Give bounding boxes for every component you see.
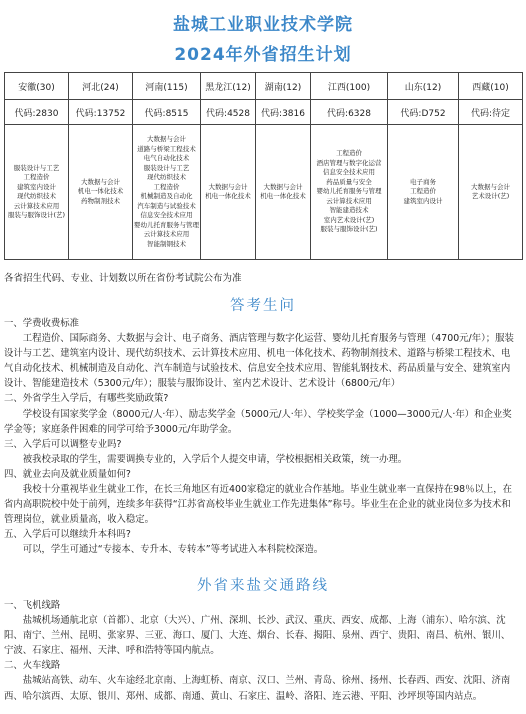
major-item: 汽车制造与试验技术 — [137, 201, 196, 210]
major-item: 大数据与会计 — [81, 177, 120, 186]
major-item: 电子商务 — [410, 177, 436, 186]
major-item: 机电一体化技术 — [260, 192, 306, 200]
province-code: 代码:13752 — [69, 100, 133, 125]
major-item: 信息安全技术应用 — [323, 168, 375, 177]
majors-cell — [201, 125, 256, 260]
province-code: 代码:待定 — [459, 100, 523, 125]
province-name: 河北(24) — [69, 73, 133, 100]
major-item: 婴幼儿托育服务与管理 — [316, 187, 382, 196]
major-item: 建筑室内设计 — [17, 182, 56, 191]
major-item: 现代纺织技术 — [147, 173, 186, 181]
majors-cell — [69, 125, 133, 260]
major-item: 机电一体化技术 — [77, 187, 124, 196]
major-item: 室内艺术设计(艺) — [323, 215, 375, 224]
major-item: 服装与服饰设计(艺) — [7, 211, 66, 219]
answer-2: 学校设有国家奖学金（8000元/人·年）、励志奖学金（5000元/人·年）、学校奖学金（1000—3000元/人·年）和企业奖学金等；家庭条件困难的同学可给予3000元/年助学金。 — [4, 408, 512, 435]
answer-4: 我校十分重视毕业生就业工作，在长三角地区有近400家稳定的就业合作基地。毕业生就业率一直保持在98％以上，在省内高职院校中处于前列，连续多年获得“江苏省高校毕业生就业工作先进集体”称号。毕业生在企业的就业岗位多为技术和管理岗位，就业质量高，收入稳定。 — [4, 484, 512, 526]
major-item: 工程造价 — [410, 187, 436, 196]
major-item: 工程造价 — [153, 182, 180, 191]
enrollment-plan-table — [4, 72, 523, 260]
province-majors-row — [5, 125, 523, 260]
major-item: 大数据与会计 — [208, 182, 248, 191]
question-1: 一、学费收费标准 — [4, 318, 80, 329]
major-item: 建筑室内设计 — [403, 196, 443, 205]
major-item: 大数据与会计 — [471, 182, 510, 191]
major-item: 服装设计与工艺 — [13, 163, 60, 172]
province-code-row — [5, 100, 523, 125]
province-name: 江西(100) — [311, 73, 388, 100]
qa-section — [4, 316, 519, 558]
major-item: 药物制剂技术 — [81, 196, 120, 205]
major-item: 工程造价 — [336, 149, 362, 158]
question-4: 四、就业去向及就业质量如何? — [4, 468, 131, 480]
school-name: 盐城工业职业技术学院 — [173, 15, 353, 35]
major-item: 服装与服饰设计(艺) — [320, 225, 378, 234]
province-name: 山东(12) — [388, 73, 459, 100]
province-name: 湖南(12) — [256, 73, 311, 100]
major-item: 智能建造技术 — [329, 206, 369, 215]
major-item: 信息安全技术应用 — [140, 211, 193, 219]
major-item: 大数据与会计 — [147, 135, 186, 143]
transport-section — [4, 598, 519, 704]
major-item: 酒店管理与数字化运营 — [316, 158, 382, 167]
province-code: 代码:2830 — [5, 100, 69, 125]
major-item: 现代纺织技术 — [17, 192, 56, 200]
answer-1: 工程造价、国际商务、大数据与会计、电子商务、酒店管理与数字化运营、婴幼儿托育服务与管理（4700元/年）；服装设计与工艺、建筑室内设计、现代纺织技术、云计算技术应用、机电一体化技术、药物制剂技术、道路与桥梁工程技术、电气自动化技术、机械制造及自动化、汽车制造与试验技术、信息安全技术应用、智能轧钢技术、药品质量与安全、建筑室内设计、智能建造技术（5300元/年）；服装与服饰设计、室内艺术设计、艺术设计（6800元/年） — [4, 333, 514, 390]
province-name: 安徽(30) — [5, 73, 69, 100]
major-item: 云计算技术应用 — [13, 201, 60, 210]
plan-note: 各省招生代码、专业、计划数以所在省份考试院公布为准 — [4, 273, 242, 284]
flight-routes-text: 盐城机场通航北京（首都）、北京（大兴）、广州、深圳、长沙、武汉、重庆、西安、成都、上海（浦东）、哈尔滨、沈阳、南宁、兰州、昆明、张家界、三亚、海口、厦门、大连、烟台、长春、揭阳、泉州、西宁、贵阳、南昌、杭州、银川、宁波、石家庄、福州、天津、呼和浩特等国内航点。 — [4, 615, 511, 657]
major-item: 药品质量与安全 — [326, 177, 372, 186]
plan-title: 2024年外省招生计划 — [174, 45, 352, 65]
qa-section-title: 答考生问 — [230, 298, 296, 314]
train-routes-heading: 二、火车线路 — [4, 660, 61, 672]
province-name: 黑龙江(12) — [201, 73, 256, 100]
question-2: 二、外省学生入学后，有哪些奖励政策? — [4, 393, 169, 405]
major-item: 电气自动化技术 — [143, 154, 190, 162]
major-item: 智能制钢技术 — [147, 239, 186, 248]
major-item: 工程造价 — [23, 173, 50, 181]
major-item: 大数据与会计 — [263, 182, 303, 191]
major-item: 道路与桥梁工程技术 — [137, 144, 196, 153]
major-item: 艺术设计(艺) — [471, 192, 510, 200]
province-code: 代码:3816 — [256, 100, 311, 125]
transport-section-title: 外省来盐交通路线 — [197, 578, 329, 594]
major-item: 云计算技术应用 — [326, 196, 372, 205]
majors-cell — [388, 125, 459, 260]
major-item: 婴幼儿托育服务与管理 — [134, 220, 199, 229]
question-3: 三、入学后可以调整专业吗? — [4, 438, 122, 450]
province-code: 代码:8515 — [133, 100, 201, 125]
major-item: 云计算技术应用 — [143, 230, 190, 238]
majors-cell — [459, 125, 523, 260]
majors-cell — [311, 125, 388, 260]
province-header-row — [5, 73, 523, 100]
majors-cell — [5, 125, 69, 260]
major-item: 服装设计与工艺 — [143, 163, 190, 172]
province-code: 代码:6328 — [311, 100, 388, 125]
answer-3: 被我校录取的学生，需要调换专业的，入学后个人提交申请，学校根据相关政策，统一办理。 — [22, 453, 408, 465]
major-item: 机械制造及自动化 — [140, 192, 193, 200]
majors-cell — [256, 125, 311, 260]
train-routes-text: 盐城站高铁、动车、火车途经北京南、上海虹桥、南京、汉口、兰州、青岛、徐州、扬州、长春西、西安、沈阳、济南西、哈尔滨西、太原、银川、郑州、成都、南通、黄山、石家庄、温岭、洛阳、连云港、平阳、沙坪坝等国内站点。 — [4, 675, 511, 702]
province-name: 河南(115) — [133, 73, 201, 100]
question-5: 五、入学后可以继续升本科吗? — [4, 529, 131, 541]
province-name: 西藏(10) — [459, 73, 523, 100]
province-code: 代码:D752 — [388, 100, 459, 125]
major-item: 机电一体化技术 — [205, 192, 251, 200]
majors-cell — [133, 125, 201, 260]
province-code: 代码:4528 — [201, 100, 256, 125]
answer-5: 可以，学生可通过“专接本、专升本、专转本”等考试进入本科院校深造。 — [22, 544, 324, 556]
flight-routes-heading: 一、飞机线路 — [4, 600, 61, 611]
